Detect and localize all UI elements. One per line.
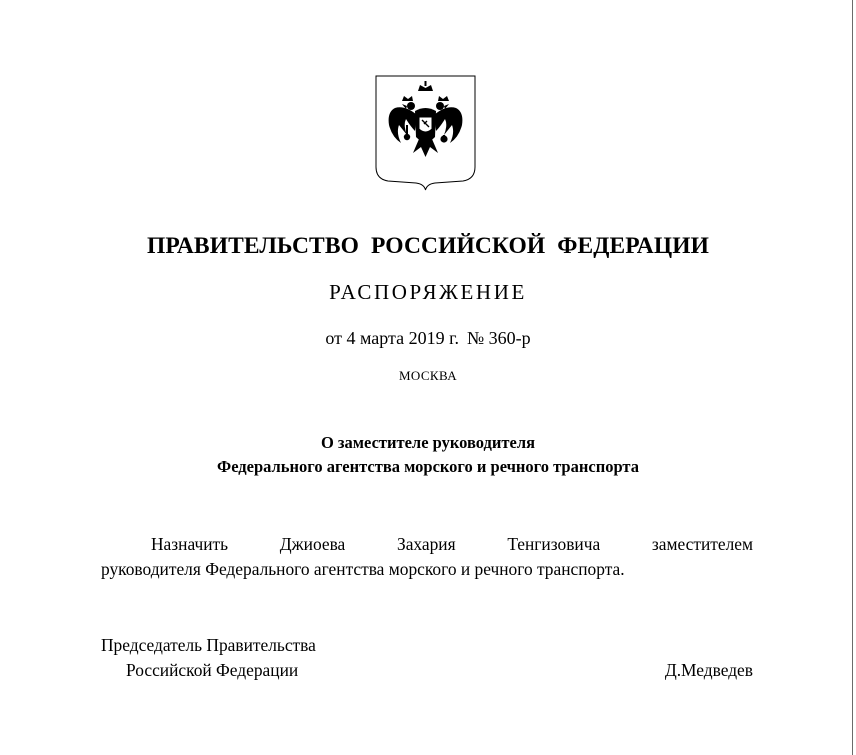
document-type: РАСПОРЯЖЕНИЕ [329, 280, 527, 304]
russian-coat-of-arms-icon [375, 75, 476, 191]
signatory-position-line-1: Председатель Правительства [101, 635, 316, 655]
signatory-position [101, 633, 316, 683]
body-word: Джиоева [279, 534, 346, 554]
subject-line-2: Федерального агентства морского и речного транспорта [217, 457, 639, 476]
document-subject [0, 431, 856, 479]
body-word: Захария [396, 534, 456, 554]
body-line-1 [101, 532, 753, 557]
signatory-name: Д.Медведев [664, 660, 753, 680]
government-title: ПРАВИТЕЛЬСТВО РОССИЙСКОЙ ФЕДЕРАЦИИ [147, 233, 709, 259]
body-word: Назначить [151, 534, 229, 554]
body-word: Тенгизовича [507, 534, 601, 554]
document-number: № 360-р [466, 328, 531, 348]
subject-line-1: О заместителе руководителя [320, 433, 536, 452]
document-date-line [0, 328, 856, 349]
document-body [101, 532, 753, 582]
document-date: от 4 марта 2019 г. [325, 328, 459, 348]
body-word: заместителем [651, 534, 753, 554]
document-city: МОСКВА [398, 368, 458, 383]
body-line-2: руководителя Федерального агентства морского и речного транспорта. [101, 559, 625, 579]
signatory-position-line-2: Российской Федерации [126, 660, 299, 680]
